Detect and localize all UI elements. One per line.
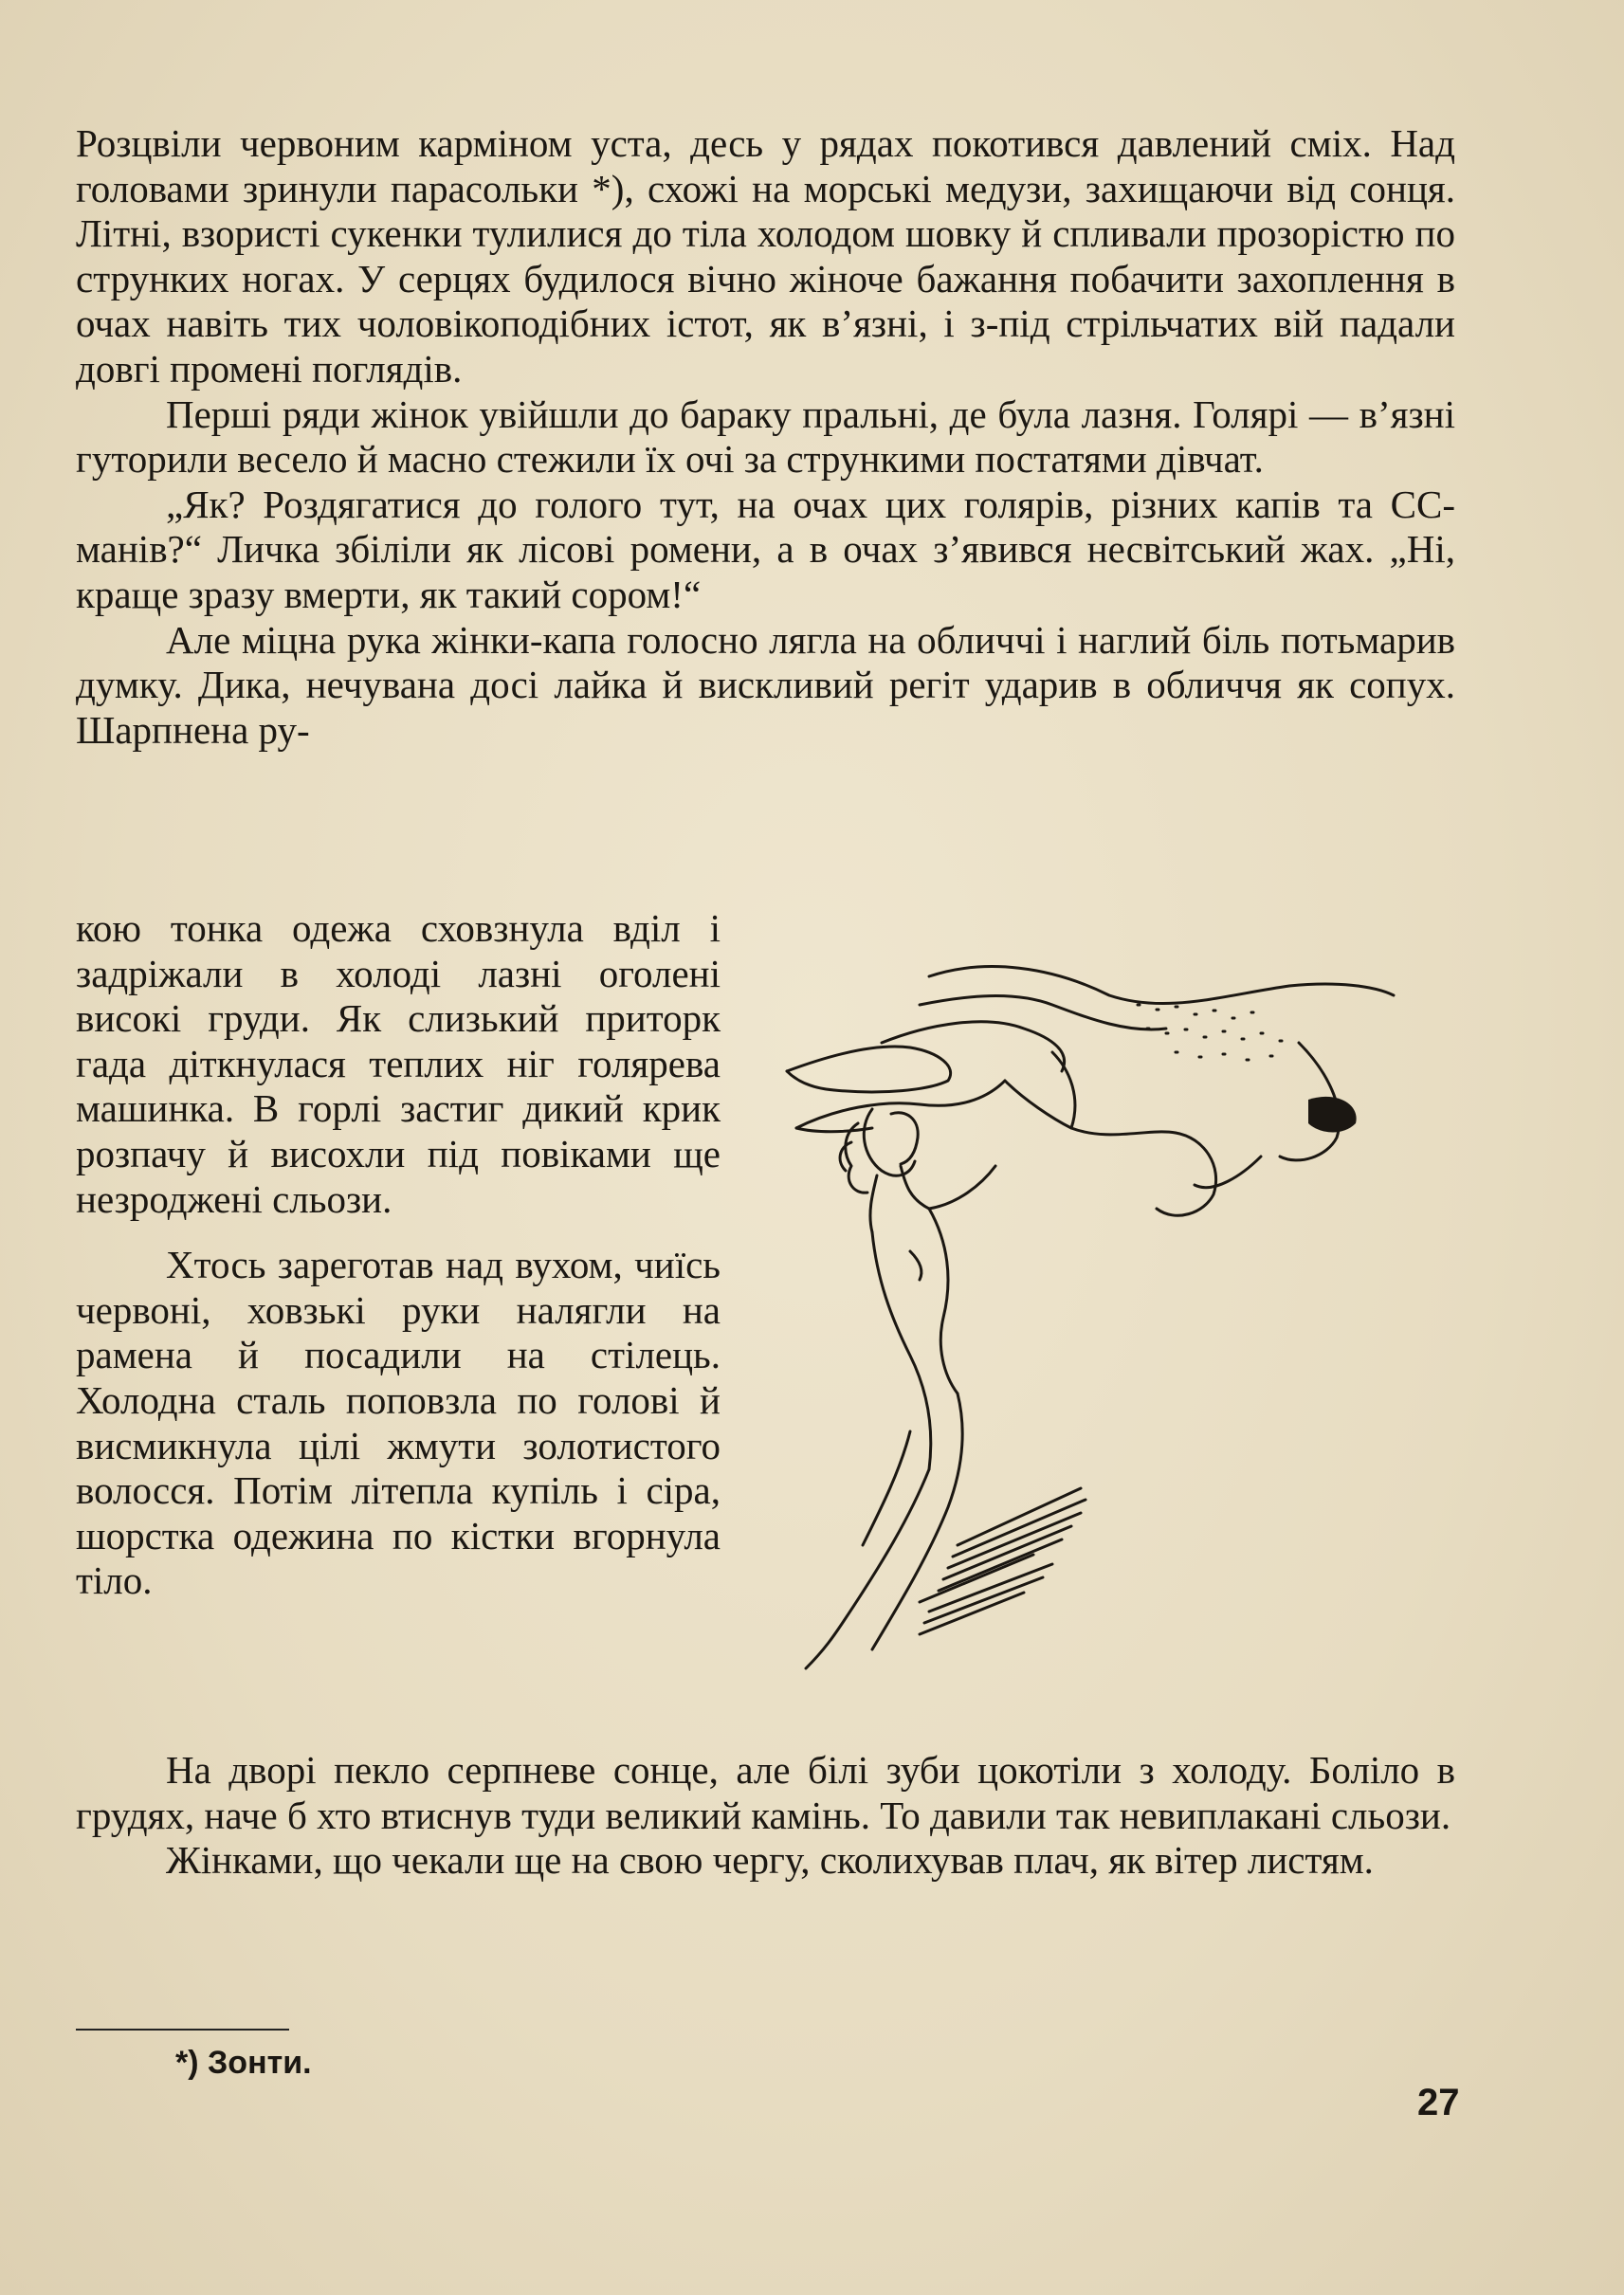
body-text-wrapped [76, 906, 721, 1604]
paragraph-3: „Як? Роздягатися до голого тут, на очах цих голярів, різних капів та СС-манів?“ Личка збіліли як лісові ромени, а в очах з’явився несвітський жах. „Ні, краще зразу вмерти, як такий сором!“ [76, 482, 1455, 616]
footnote: *) Зонти. [175, 2045, 312, 2081]
paragraph-1: Розцвіли червоним карміном уста, десь у рядах покотився давлений сміх. Над головами зринули парасольки *), схожі на морські медузи, захищаючи від сонця. Літні, взористі сукенки тулилися до тіла холодом шовку й спливали прозорістю по струнких ногах. У серцях будилося вічно жіноче бажання побачити захоплення в очах навіть тих чоловікоподібних істот, як в’язні, і з-під стрільчатих вій падали довгі промені поглядів. [76, 121, 1455, 391]
paragraph-6: Хтось зареготав над вухом, чиїсь червоні, ховзькі руки налягли на рамена й посадили на стілець. Холодна сталь поповзла по голові й висмикнула цілі жмути золотистого волосся. Потім літепла купіль і сіра, шорстка одежина по кістки вгорнула тіло. [76, 1243, 721, 1603]
page-number: 27 [1417, 2082, 1460, 2123]
body-text-top [76, 121, 1455, 753]
paragraph-7: На дворі пекло серпневе сонце, але білі зуби цокотіли з холоду. Боліло в грудях, наче б хто втиснув туди великий камінь. То давили так невиплакані сльози. [76, 1748, 1455, 1837]
body-text-bottom [76, 1748, 1455, 1884]
paragraph-2: Перші ряди жінок увійшли до бараку пральні, де була лазня. Голярі — в’язні гуторили весело й масно стежили їх очі за стрункими постатями дівчат. [76, 392, 1455, 482]
paragraph-5: кою тонка одежа сховзнула вділ і задріжали в холоді лазні оголені високі груди. Як слизький приторк гада діткнулася теплих ніг голярева машинка. В горлі застиг дикий крик розпачу й висохли під повіками ще незроджені сльози. [76, 906, 721, 1221]
footnote-divider [76, 2029, 289, 2031]
paragraph-4: Але міцна рука жінки-капа голосно лягла на обличчі і наглий біль потьмарив думку. Дика, нечувана досі лайка й вискливий регіт ударив в обличчя як сопух. Шарпнена ру- [76, 617, 1455, 752]
illustration-woman-with-hand [768, 938, 1432, 1697]
paragraph-8: Жінками, що чекали ще на свою чергу, сколихував плач, як вітер листям. [166, 1838, 1374, 1883]
